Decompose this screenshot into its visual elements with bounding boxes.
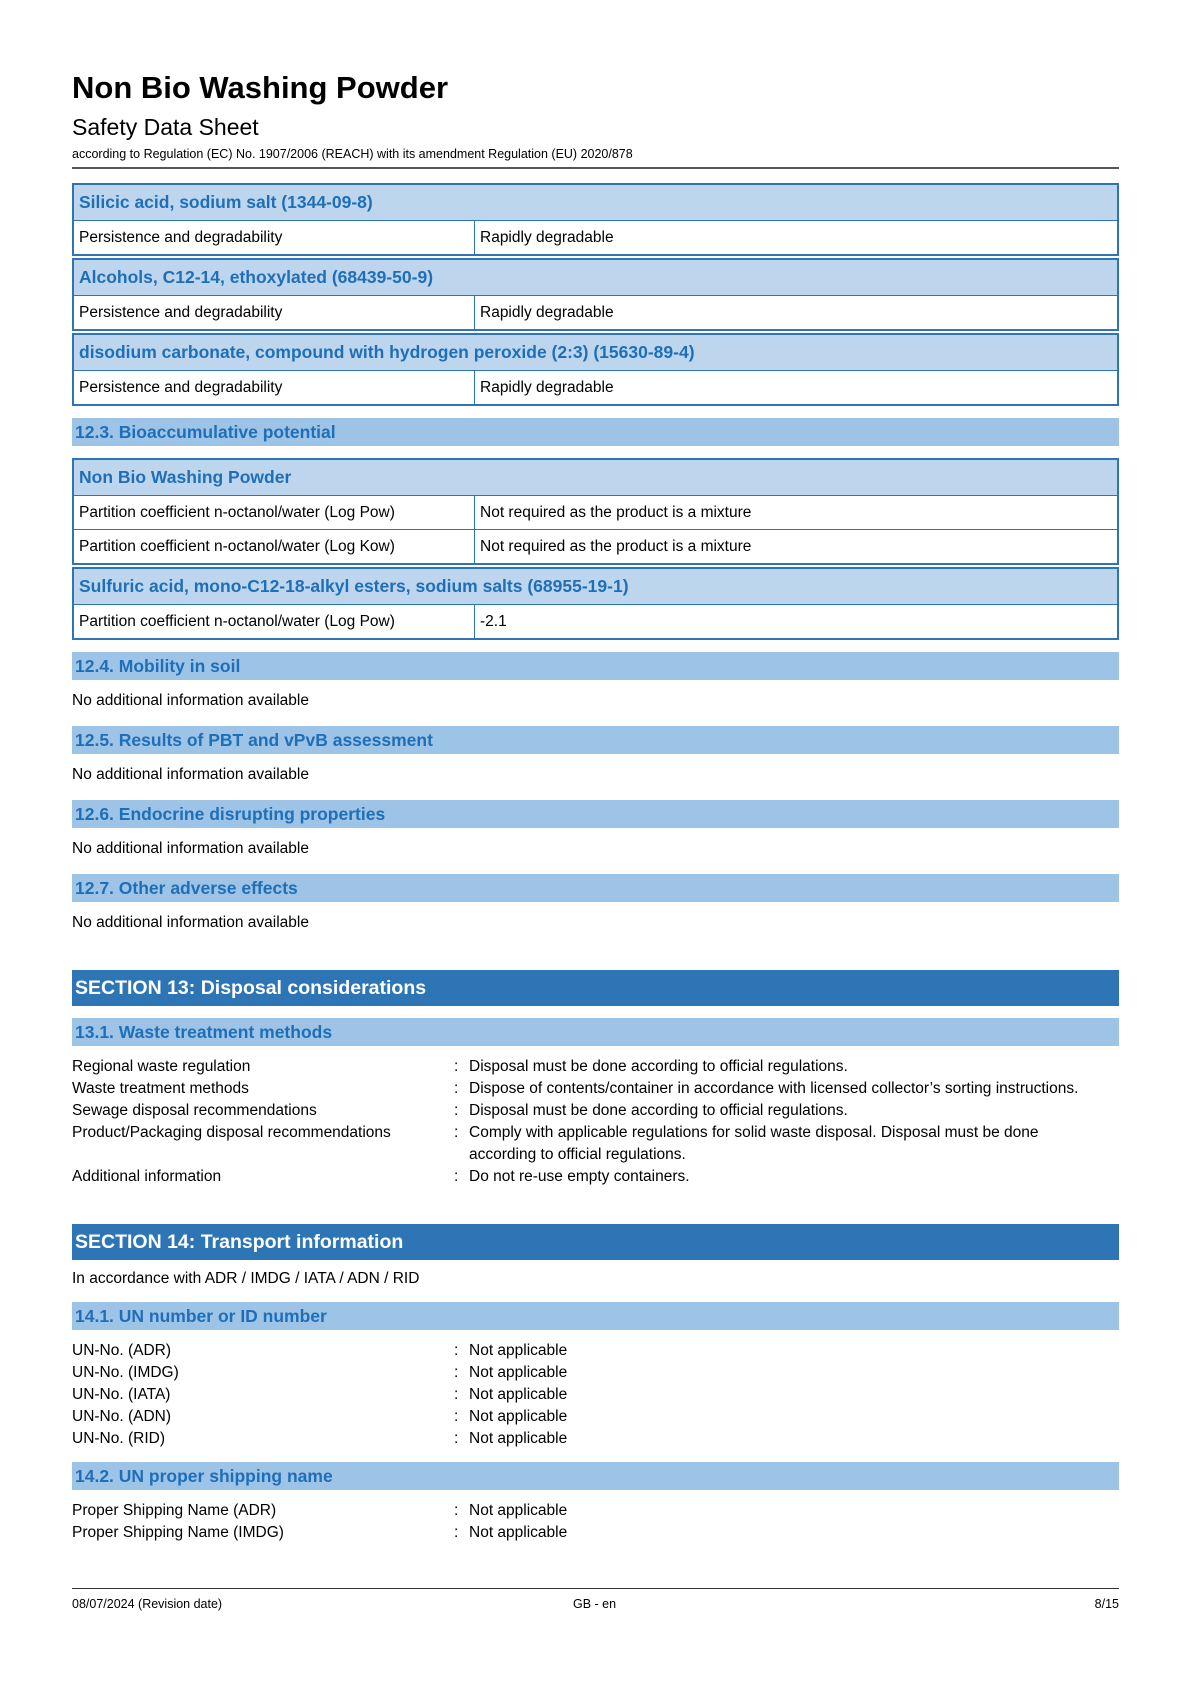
property-value: -2.1 — [480, 613, 507, 630]
separator: : — [454, 1342, 459, 1359]
list-item — [72, 1384, 1119, 1406]
property-value: Rapidly degradable — [480, 229, 614, 246]
substance-table — [72, 333, 1119, 406]
item-value: Not applicable — [469, 1430, 568, 1447]
list-item — [72, 1522, 1119, 1544]
item-label: UN-No. (ADN) — [72, 1408, 172, 1425]
item-value: Comply with applicable regulations for solid waste disposal. Disposal must be done according to official regulations. — [469, 1124, 1039, 1163]
item-value: Not applicable — [469, 1342, 568, 1359]
substance-name: disodium carbonate, compound with hydrogen peroxide (2:3) (15630-89-4) — [74, 334, 1117, 371]
subsection-heading-12-6: 12.6. Endocrine disrupting properties — [72, 800, 1119, 828]
substance-name: Silicic acid, sodium salt (1344-09-8) — [74, 184, 1117, 221]
page-number: 8/15 — [1094, 1597, 1119, 1611]
separator: : — [454, 1168, 459, 1185]
list-item — [72, 1078, 1119, 1100]
item-label: Proper Shipping Name (IMDG) — [72, 1524, 284, 1541]
endocrine-text: No additional information available — [72, 840, 309, 857]
locale: GB - en — [573, 1597, 617, 1611]
substance-name: Alcohols, C12-14, ethoxylated (68439-50-9) — [74, 259, 1117, 296]
degradability-tables — [72, 183, 1119, 406]
substance-name: Non Bio Washing Powder — [74, 459, 1117, 496]
item-value: Disposal must be done according to official regulations. — [469, 1102, 848, 1119]
item-label: UN-No. (ADR) — [72, 1342, 172, 1359]
list-item — [72, 1406, 1119, 1428]
item-label: UN-No. (IATA) — [72, 1386, 171, 1403]
list-item — [72, 1056, 1119, 1078]
separator: : — [454, 1102, 459, 1119]
mobility-text: No additional information available — [72, 692, 309, 709]
list-item — [72, 1500, 1119, 1522]
separator: : — [454, 1502, 459, 1519]
table-row — [74, 221, 1117, 254]
item-value: Not applicable — [469, 1408, 568, 1425]
list-item — [72, 1340, 1119, 1362]
property-value: Rapidly degradable — [480, 304, 614, 321]
property-label: Partition coefficient n-octanol/water (Log Kow) — [74, 530, 475, 563]
adverse-effects-text: No additional information available — [72, 914, 309, 931]
footer-divider — [72, 1588, 1119, 1589]
un-number-list — [72, 1340, 1119, 1450]
item-value: Not applicable — [469, 1524, 568, 1541]
section-heading-13: SECTION 13: Disposal considerations — [72, 970, 1119, 1006]
page-content — [72, 183, 1119, 1544]
separator: : — [454, 1430, 459, 1447]
property-label: Persistence and degradability — [74, 296, 475, 329]
subsection-heading-12-7: 12.7. Other adverse effects — [72, 874, 1119, 902]
shipping-name-list — [72, 1500, 1119, 1544]
document-subtitle: Safety Data Sheet — [72, 114, 259, 140]
item-label: UN-No. (IMDG) — [72, 1364, 179, 1381]
property-label: Persistence and degradability — [74, 221, 475, 254]
item-label: Product/Packaging disposal recommendations — [72, 1124, 391, 1141]
table-row — [74, 605, 1117, 638]
item-value: Not applicable — [469, 1386, 568, 1403]
subsection-heading-13-1: 13.1. Waste treatment methods — [72, 1018, 1119, 1046]
item-value: Do not re-use empty containers. — [469, 1168, 690, 1185]
header-divider — [72, 167, 1119, 169]
property-label: Partition coefficient n-octanol/water (Log Pow) — [74, 496, 475, 529]
document-title: Non Bio Washing Powder — [72, 70, 449, 105]
subsection-heading-14-2: 14.2. UN proper shipping name — [72, 1462, 1119, 1490]
item-label: Waste treatment methods — [72, 1080, 249, 1097]
list-item — [72, 1122, 1119, 1166]
list-item — [72, 1428, 1119, 1450]
item-value: Disposal must be done according to official regulations. — [469, 1058, 848, 1075]
list-item — [72, 1100, 1119, 1122]
property-value: Not required as the product is a mixture — [480, 538, 752, 555]
table-row — [74, 371, 1117, 404]
regulation-note: according to Regulation (EC) No. 1907/2006 (REACH) with its amendment Regulation (EU) 2020/878 — [72, 147, 633, 161]
item-label: Sewage disposal recommendations — [72, 1102, 317, 1119]
item-label: UN-No. (RID) — [72, 1430, 165, 1447]
transport-intro: In accordance with ADR / IMDG / IATA / ADN / RID — [72, 1270, 420, 1287]
bioaccumulation-tables — [72, 458, 1119, 640]
property-label: Partition coefficient n-octanol/water (Log Pow) — [74, 605, 475, 638]
waste-treatment-list — [72, 1056, 1119, 1188]
substance-table — [72, 258, 1119, 331]
separator: : — [454, 1524, 459, 1541]
item-label: Additional information — [72, 1168, 222, 1185]
table-row — [74, 296, 1117, 329]
subsection-heading-12-5: 12.5. Results of PBT and vPvB assessment — [72, 726, 1119, 754]
separator: : — [454, 1386, 459, 1403]
item-label: Proper Shipping Name (ADR) — [72, 1502, 277, 1519]
pbt-text: No additional information available — [72, 766, 309, 783]
table-row — [74, 529, 1117, 563]
item-value: Not applicable — [469, 1364, 568, 1381]
substance-table — [72, 458, 1119, 565]
item-value: Dispose of contents/container in accordance with licensed collector’s sorting instructions. — [469, 1080, 1079, 1097]
substance-table — [72, 183, 1119, 256]
section-heading-14: SECTION 14: Transport information — [72, 1224, 1119, 1260]
separator: : — [454, 1364, 459, 1381]
subsection-heading-12-4: 12.4. Mobility in soil — [72, 652, 1119, 680]
property-label: Persistence and degradability — [74, 371, 475, 404]
item-value: Not applicable — [469, 1502, 568, 1519]
substance-table — [72, 567, 1119, 640]
table-row — [74, 496, 1117, 529]
property-value: Not required as the product is a mixture — [480, 504, 752, 521]
property-value: Rapidly degradable — [480, 379, 614, 396]
subsection-heading-12-3: 12.3. Bioaccumulative potential — [72, 418, 1119, 446]
substance-name: Sulfuric acid, mono-C12-18-alkyl esters, sodium salts (68955-19-1) — [74, 568, 1117, 605]
separator: : — [454, 1408, 459, 1425]
subsection-heading-14-1: 14.1. UN number or ID number — [72, 1302, 1119, 1330]
revision-date: 08/07/2024 (Revision date) — [72, 1597, 223, 1611]
separator: : — [454, 1080, 459, 1097]
list-item — [72, 1362, 1119, 1384]
separator: : — [454, 1058, 459, 1075]
item-label: Regional waste regulation — [72, 1058, 251, 1075]
separator: : — [454, 1124, 459, 1141]
list-item — [72, 1166, 1119, 1188]
